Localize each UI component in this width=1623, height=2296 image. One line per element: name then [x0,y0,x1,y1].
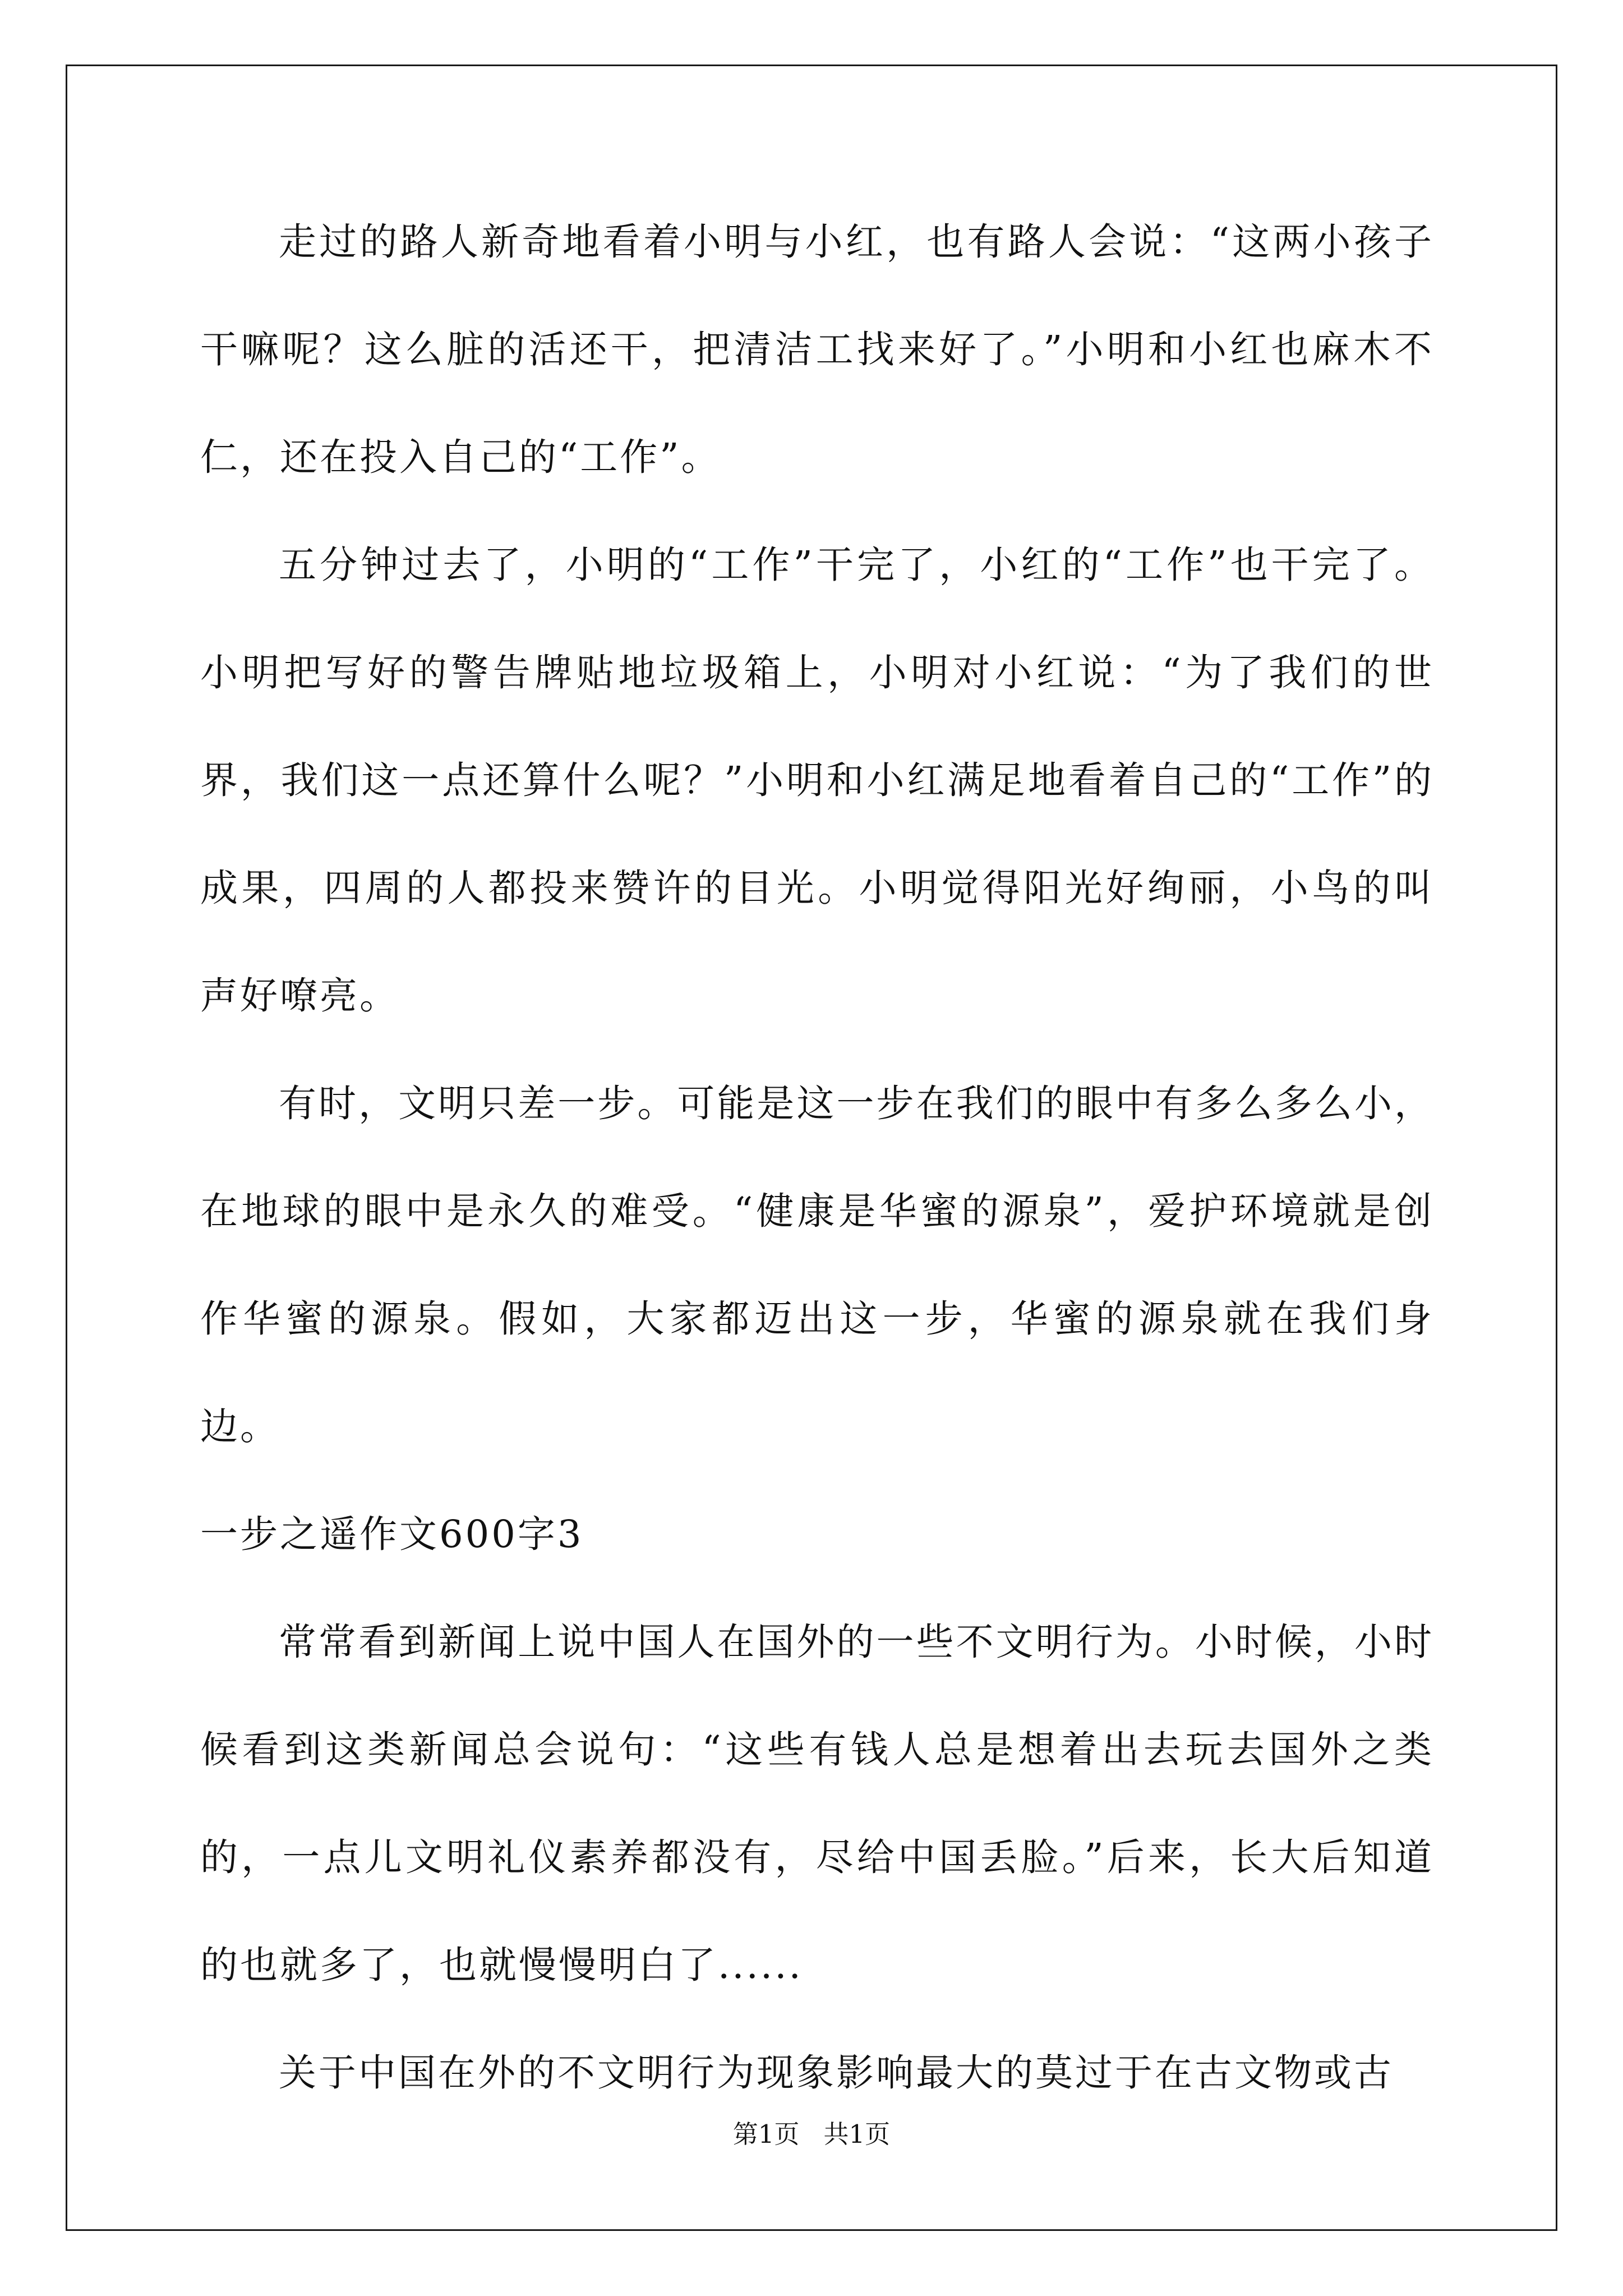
page-total: 共1页 [823,2119,891,2149]
document-body [200,188,1434,2127]
paragraph-1: 走过的路人新奇地看着小明与小红，也有路人会说：“这两小孩子干嘛呢？这么脏的活还干，把清洁工找来好了。”小明和小红也麻木不仁，还在投入自己的“工作”。 [200,220,1434,479]
page-number: 第1页 [732,2119,800,2149]
paragraph-5: 关于中国在外的不文明行为现象影响最大的莫过于在古文物或古 [279,2051,1394,2095]
paragraph-2: 五分钟过去了，小明的“工作”干完了，小红的“工作”也干完了。小明把写好的警告牌贴地垃圾箱上，小明对小红说：“为了我们的世界，我们这一点还算什么呢？”小明和小红满足地看着自己的“工作”的成果，四周的人都投来赞许的目光。小明觉得阳光好绚丽，小鸟的叫声好嘹亮。 [200,543,1434,1018]
paragraph-4: 常常看到新闻上说中国人在国外的一些不文明行为。小时候，小时候看到这类新闻总会说句：“这些有钱人总是想着出去玩去国外之类的，一点儿文明礼仪素养都没有，尽给中国丢脸。”后来，长大后知道的也就多了，也就慢慢明白了...... [200,1620,1434,1987]
section-heading: 一步之遥作文600字3 [200,1512,584,1556]
page-footer [0,2114,1623,2150]
paragraph-3: 有时，文明只差一步。可能是这一步在我们的眼中有多么多么小，在地球的眼中是永久的难受。“健康是华蜜的源泉”，爱护环境就是创作华蜜的源泉。假如，大家都迈出这一步，华蜜的源泉就在我们身边。 [200,1082,1434,1448]
